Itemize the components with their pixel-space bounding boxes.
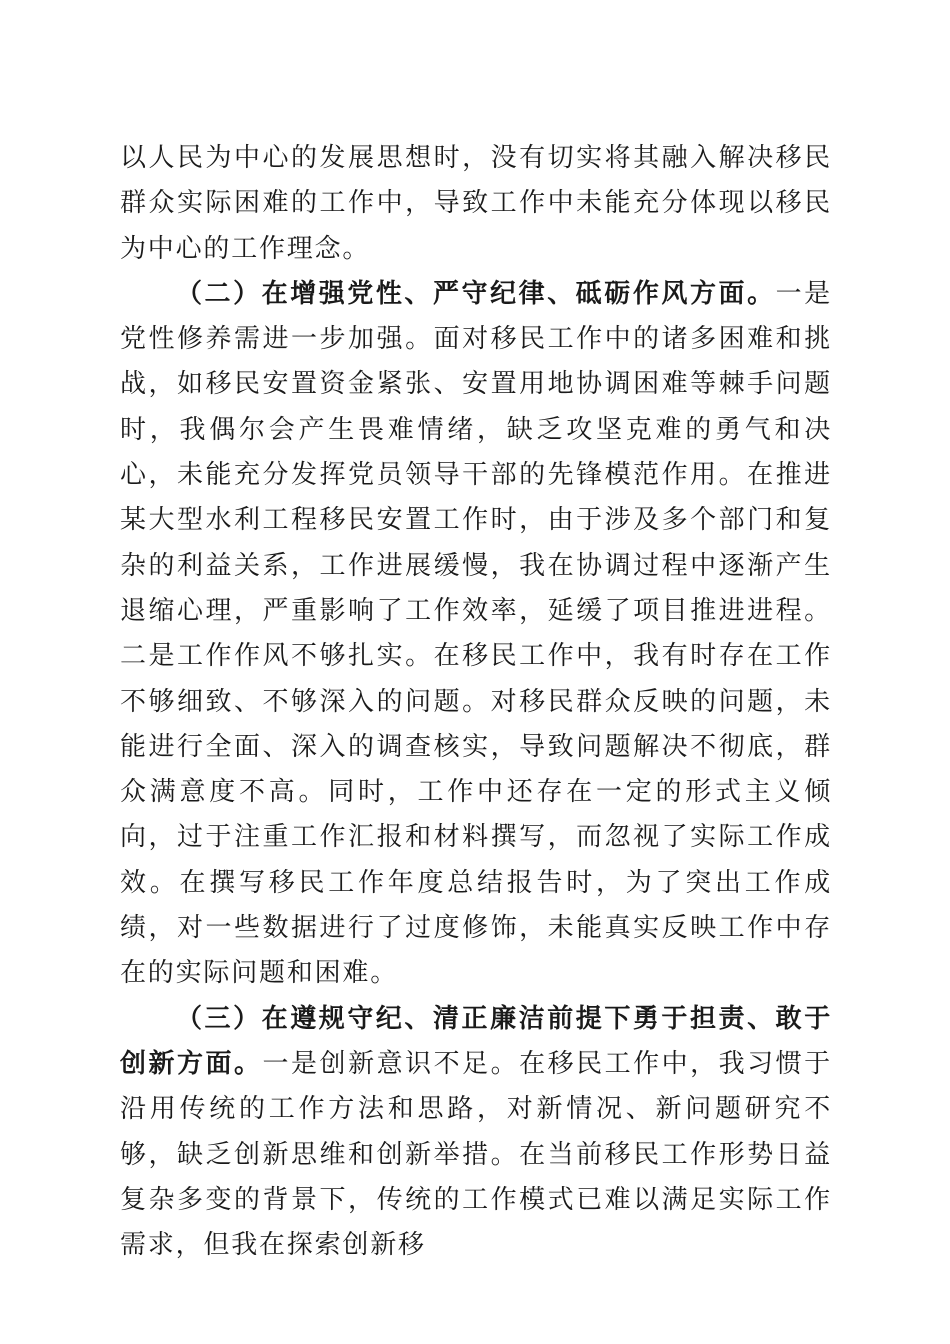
paragraph-section-2 — [120, 272, 832, 997]
section-heading: （三）在遵规守纪、清正廉洁前提下勇于担责、敢于创新方面。 — [120, 1003, 832, 1079]
paragraph-continuation — [120, 136, 832, 272]
paragraph-text: 一是党性修养需进一步加强。面对移民工作中的诸多困难和挑战，如移民安置资金紧张、安置用地协调困难等棘手问题时，我偶尔会产生畏难情绪，缺乏攻坚克难的勇气和决心，未能充分发挥党员领导干部的先锋模范作用。在推进某大型水利工程移民安置工作时，由于涉及多个部门和复杂的利益关系，工作进展缓慢，我在协调过程中逐渐产生退缩心理，严重影响了工作效率，延缓了项目推进进程。二是工作作风不够扎实。在移民工作中，我有时存在工作不够细致、不够深入的问题。对移民群众反映的问题，未能进行全面、深入的调查核实，导致问题解决不彻底，群众满意度不高。同时，工作中还存在一定的形式主义倾向，过于注重工作汇报和材料撰写，而忽视了实际工作成效。在撰写移民工作年度总结报告时，为了突出工作成绩，对一些数据进行了过度修饰，未能真实反映工作中存在的实际问题和困难。 — [120, 278, 832, 989]
section-heading: （二）在增强党性、严守纪律、砥砺作风方面。 — [176, 278, 776, 309]
paragraph-text: 以人民为中心的发展思想时，没有切实将其融入解决移民群众实际困难的工作中，导致工作中未能充分体现以移民为中心的工作理念。 — [120, 143, 832, 264]
paragraph-text: 一是创新意识不足。在移民工作中，我习惯于沿用传统的工作方法和思路，对新情况、新问题研究不够，缺乏创新思维和创新举措。在当前移民工作形势日益复杂多变的背景下，传统的工作模式已难以满足实际工作需求，但我在探索创新移 — [120, 1048, 832, 1261]
paragraph-section-3 — [120, 997, 832, 1269]
document-body — [120, 136, 832, 1268]
